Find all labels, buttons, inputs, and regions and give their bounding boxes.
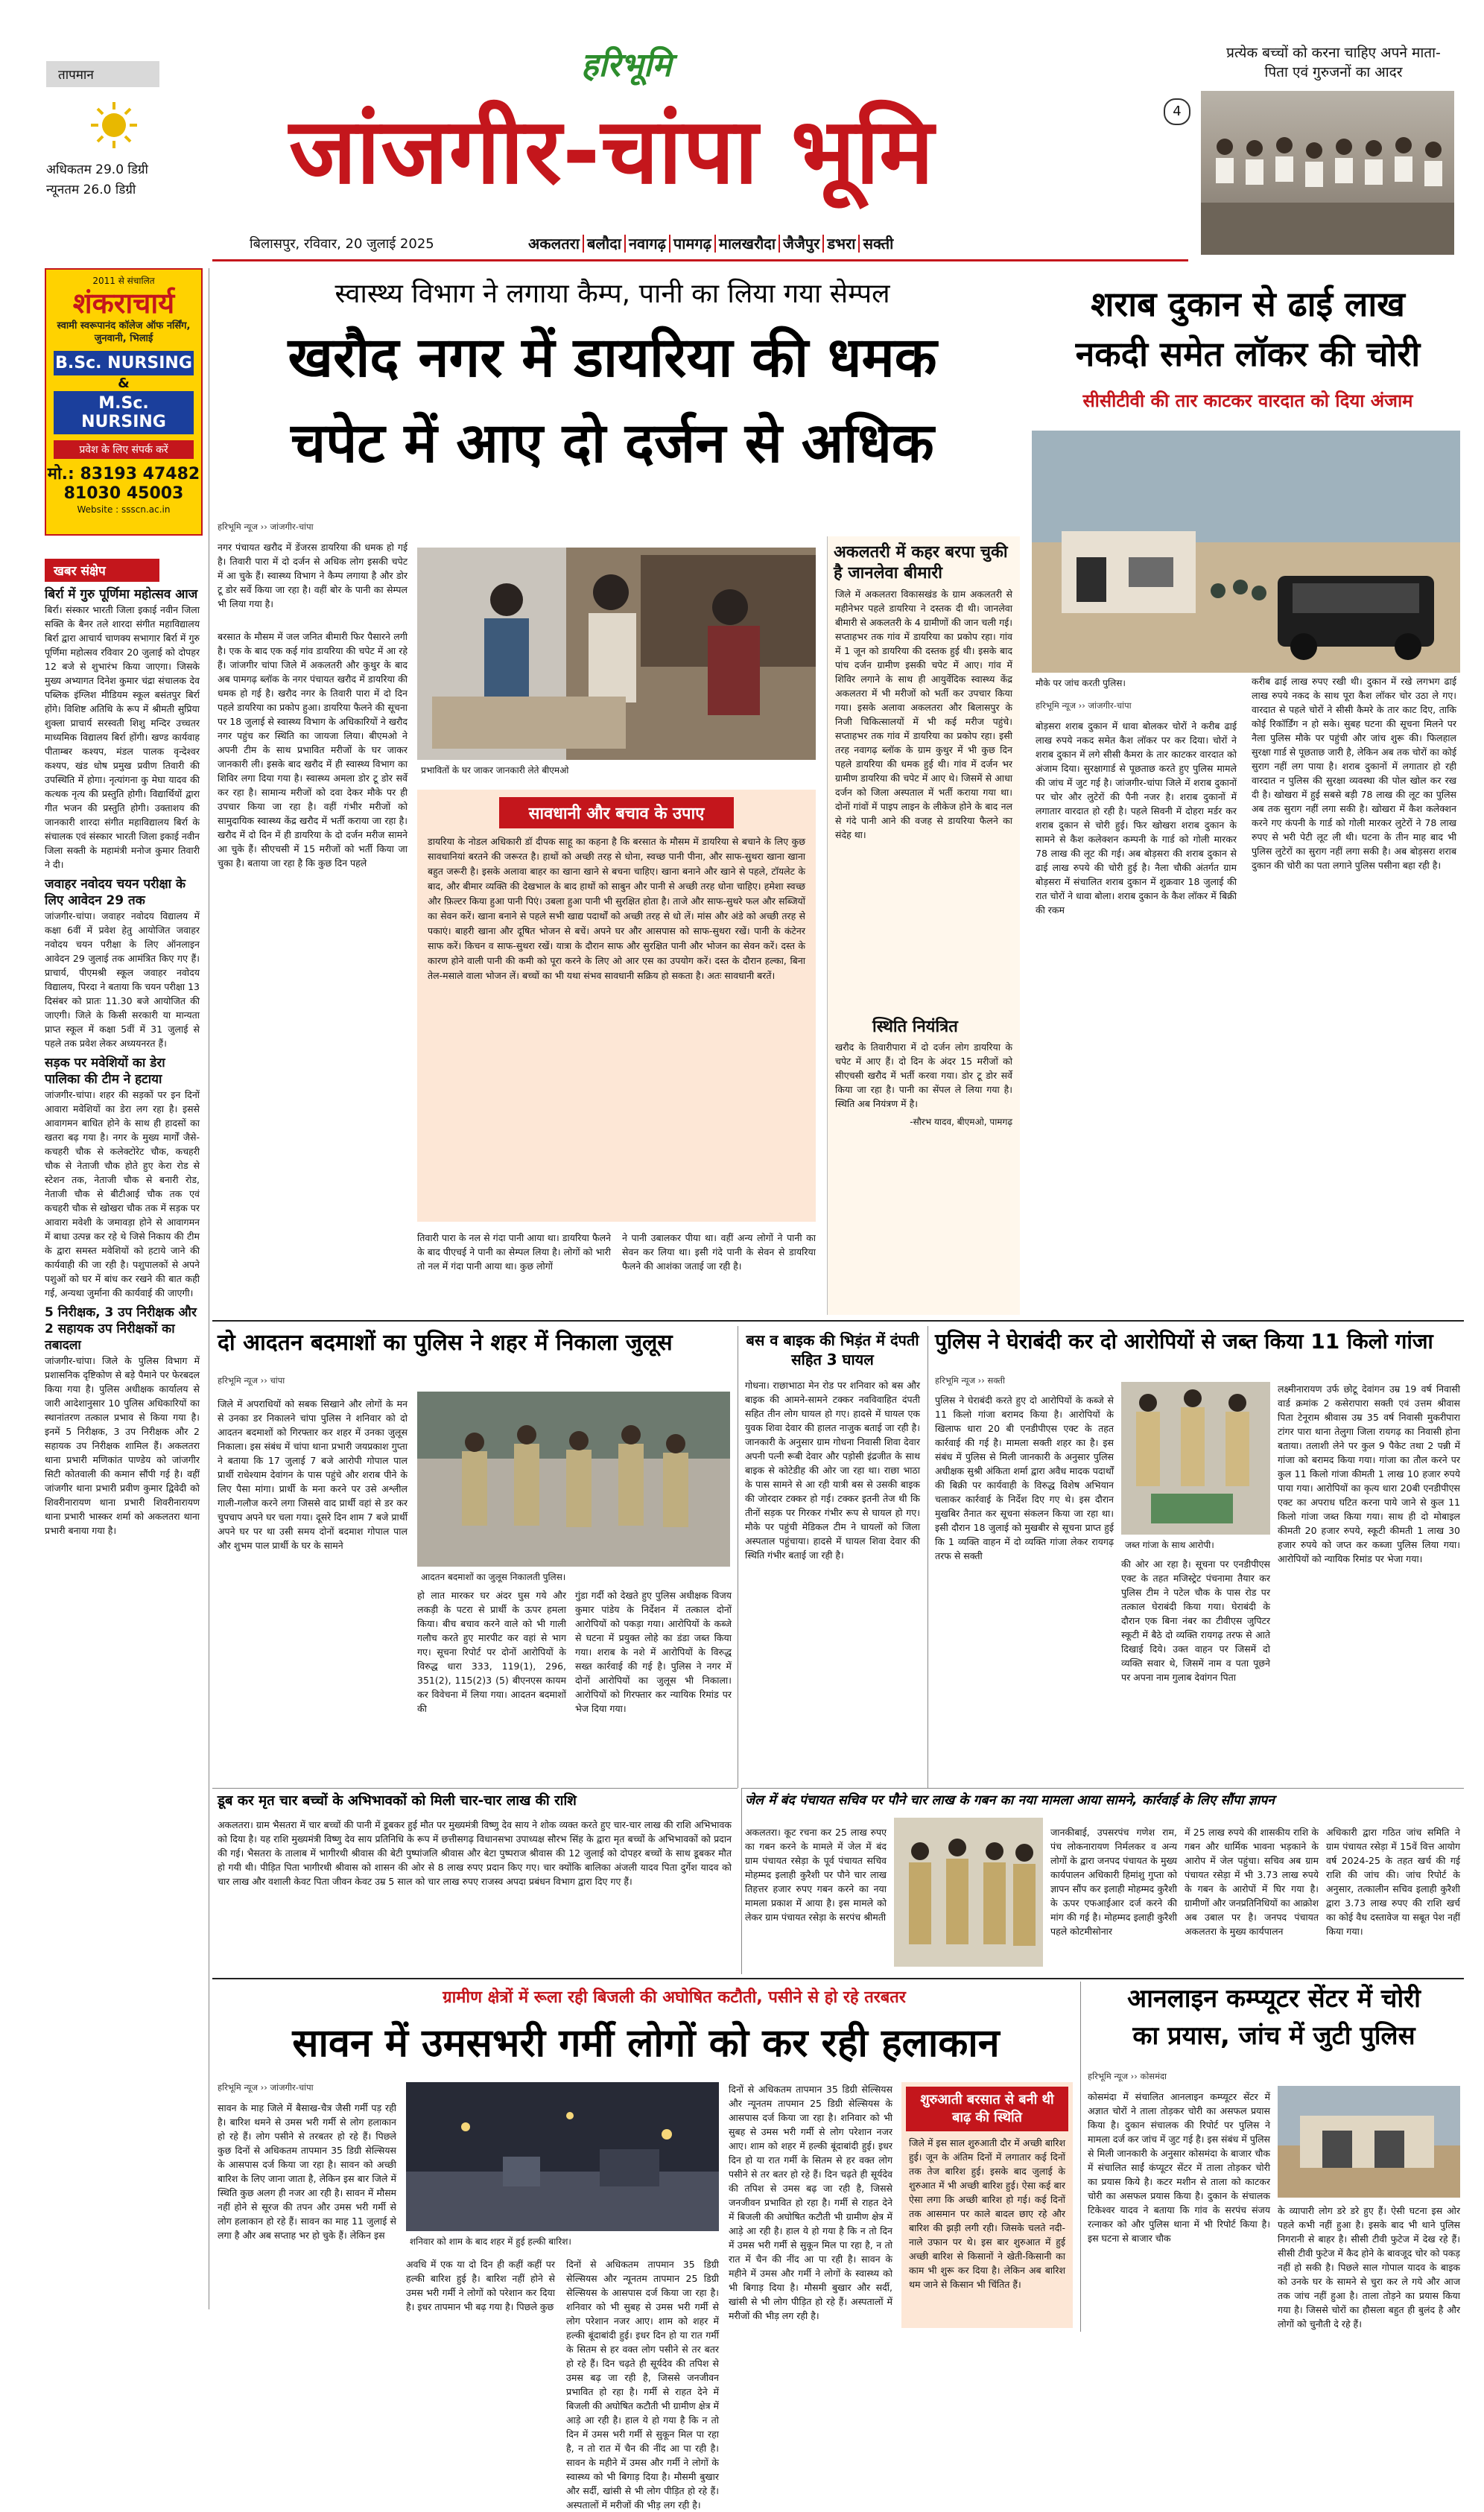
liquor-photo-caption: मौके पर जांच करती पुलिस। [1036, 678, 1126, 688]
nursing-ad [45, 268, 203, 536]
brief-item [45, 1304, 200, 1538]
promo-photo [1201, 91, 1454, 255]
online-body-2: के व्यापारी लोग डरे डरे हुए हैं। ऐसी घटना इस ओर पहले कभी नहीं हुआ है। इसके बाद भी थाने पुलिस निगरानी से बाहर है। सीसी टीवी फुटेज में देख रहे हैं। सीसी टीवी फुटेज में कैद होने के बावजूद चोर को पकड़ नहीं हो सकी है। पिछले साल गोपाल यादव के बाइक को उनके घर के सामने से चुरा कर ले गये और आज तक जांच नहीं हुआ है। ताला तोड़ने का प्रयास किया गया है। जिससे चोरों का हौसला बहुत ही बुलंद है और लोगों को चुनौती दे रहे हैं। [1278, 2205, 1460, 2329]
ganja-body-2: की ओर आ रहा है। सूचना पर एनडीपीएस एक्ट के तहत मजिस्ट्रेट पंचनामा तैयार कर पुलिस टीम ने पटेल चौक के पास रोड पर तत्काल घेराबंदी किया गया। घेराबंदी के दौरान एक बिना नंबर का टीवीएस जुपिटर स्कूटी में बैठे दो व्यक्ति रायगढ़ तरफ से आते दिखाई दिये। उक्त वाहन पर जिसमें दो व्यक्ति सवार थे, जिसमें नाम व पता पूछने पर अपना नाम गुलाब देवांगन पिता [1121, 1558, 1270, 1683]
online-photo [1278, 2086, 1460, 2198]
jail-body-2: जानकीबाई, उपसरपंच गणेश राम, पंच लोकनारायण निर्मलकर व अन्य लोगों के द्वारा जनपद पंचायत के मुख्य कार्यपालन अधिकारी हिमांशु गुप्ता को ज्ञापन सौंप कर इलाही मोहम्मद कुरैशी के ऊपर एफआईआर दर्ज करने की मांग की गई है। मोहम्मद इलाही कुरैशी पहले कोटमीसोनार [1050, 1827, 1177, 1937]
ad-phone-2: 81030 45003 [63, 484, 184, 503]
lead-body-3: तिवारी पारा के नल से गंदा पानी आया था। डायरिया फैलने के बाद पीएचई ने पानी का सेम्पल लिया है। लोगों को भारी तो नल में गंदा पानी आया था। कुछ लोगों [417, 1232, 611, 1272]
lead-body-2: बरसात के मौसम में जल जनित बीमारी फिर पैसारने लगी है। एक के बाद एक कई गांव डायरिया की चपेट में आ रहे हैं। जांजगीर चांपा जिले में अकलतरी और कुथुर के बाद अब पामगढ़ ब्लॉक के नगर पंचायत खरौद में डायरिया की धमक हो गई है। खरौद नगर के तिवारी पारा में दो दिन पहले डायरिया का प्रकोप हुआ। डायरिया फैलने की सूचना पर 18 जुलाई से स्वास्थ्य विभाग के अधिकारियों ने खरौद नगर पहुंच कर स्थिति का जायजा लिया। बीएमओ ने अपनी टीम के साथ प्रभावित मरीजों के घर जाकर जानकारी ली। इसके बाद खरौद में ही स्वास्थ्य विभाग का शिविर लगा दिया गया है। स्वास्थ्य अमला डोर टू डोर सर्वे कर रहा है। सामान्य मरीजों को दवा देकर मौके पर ही उपचार किया जा रहा है। वहीं गंभीर मरीजों को सामुदायिक स्वास्थ्य केंद्र खरौद में भर्ती कराया जा रहा है। खरौद में दो दिन में ही डायरिया के दो दर्जन मरीज सामने आ चुके हैं। सीएचसी में 15 मरीजों को भर्ती किया जा चुका है। बताया जा रहा है कि कुछ दिन पहले [218, 631, 408, 869]
brief-item [45, 586, 200, 872]
akaltari-box [827, 536, 1020, 1315]
town-list [525, 233, 896, 253]
heat-body-1: सावन के माह जिले में बैसाख-चैत्र जैसी गर्मी पड़ रही है। बारिश थमने से उमस भरी गर्मी से लोग हलाकान हो रहे हैं। लोग पसीने से तरबतर हो रहे हैं। पिछले कुछ दिनों से अधिकतम तापमान 35 डिग्री सेल्सियस के आसपास दर्ज किया जा रहा है। सावन को अच्छी बारिश के लिए जाना जाता है, लेकिन इस बार जिले में स्थिति कुछ अलग ही नजर आ रही है। सावन में मौसम नहीं होने से सूरज की तपन और उमस भरी गर्मी से लोग हलाकान हो रहे हैं। सावन का माह 11 जुलाई से लगा है और अब सप्ताह भर हो चुके हैं। लेकिन इस [218, 2102, 396, 2241]
accident-body: गोधना। राछाभाठा मेन रोड पर शनिवार को बस और बाइक की आमने-सामने टक्कर नवविवाहित दंपती सहित तीन लोग घायल हो गए। हादसे में घायल एक युवक शिवा देवार की हालत नाजुक बताई जा रही है। जानकारी के अनुसार ग्राम गोधना निवासी शिवा देवार अपनी पत्नी रूबी देवार और पड़ोसी इंद्रजीत के साथ बाइक से कोटेडीह की ओर जा रहा था। राछा भाठा के पास सामने से आ रही यात्री बस से उसकी बाइक की जोरदार टक्कर हो गई। टक्कर इतनी तेज थी कि तीनों सड़क पर गिरकर गंभीर रूप से घायल हो गए। मौके पर पहुंची मेडिकल टीम ने घायलों को जिला अस्पताल पहुंचाया। हादसे में घायल शिवा देवार की स्थिति गंभीर बताई जा रही है। [745, 1380, 920, 1561]
ad-note: प्रवेश के लिए संपर्क करें [54, 440, 194, 459]
promo-headline: प्रत्येक बच्चों को करना चाहिए अपने माता- पिता एवं गुरुजनों का आदर [1226, 45, 1441, 80]
ganja-body-3: लक्ष्मीनारायण उर्फ छोटू देवांगन उम्र 19 वर्ष निवासी वार्ड क्रमांक 2 कसेरापारा सक्ती एवं उत्तम श्रीवास पिता टेनूराम श्रीवास उम्र 35 वर्ष निवासी मुकरीपारा टांगर पारा थाना तेलुगा जिला रायगढ़ का निवासी होना बताया। तलाशी लेने पर कुल 9 पैकेट तथा 2 पन्नी में गांजा को बरामद किया गया। गांजा का तौल करने पर कुल 11 किलो गांजा कीमती 1 लाख 10 हजार रुपये पाया गया। आरोपियों का कृत्य धारा 20बी एनडीपीएस एक्ट का अपराध घटित करना पाये जाने से कुल 11 किलो गांजा जब्त किया गया। साथ ही दो मोबाइल कीमती 20 हजार रुपये, स्कूटी कीमती 1 लाख 30 हजार रुपये को जप्त कर कब्जा पुलिस लिया गया। आरोपियों को न्यायिक रिमांड पर भेजा गया। [1278, 1383, 1460, 1564]
akaltari-text: जिले में अकलतरा विकासखंड के ग्राम अकलतरी से महीनेभर पहले डायरिया ने दस्तक दी थी। जानलेवा बीमारी से अकलतरी के 4 ग्रामीणों की जान चली गई। सप्ताहभर तक गांव में डायरिया का प्रकोप रहा। गांव में 1 जून को डायरिया की दस्तक हुई थी। इसके बाद पांच दर्जन ग्रामीण इसकी चपेट में आए। गांव में शिविर लगाने के साथ ही आयुर्वेदिक स्वास्थ्य केंद्र अकलतरा में भी मरीजों को भर्ती कर उपचार किया गया। इसके अलावा अकलतरा और बिलासपुर के निजी चिकित्सालयों में भी कई मरीज पहुंचे। सप्ताहभर तक गांव में डायरिया का प्रकोप रहा। इसी तरह नवागढ़ ब्लॉक के ग्राम कुथुर में भी कुछ दिन पहले डायरिया की धमक हुई थी। गांव में दर्जन भर ग्रामीण डायरिया की चपेट में आए थे। जिसमें से आधा दर्जन को जिला अस्पताल में भर्ती कराया गया था। दोनों गांवों में पाइप लाइन के लीकेज होने के बाद नल से गंदे पानी आने की वजह से डायरिया फैलने का संदेह था। [835, 589, 1012, 840]
online-byline: हरिभूमि न्यूज ›› कोसमंदा [1088, 2071, 1167, 2081]
town: सक्ती [863, 235, 894, 253]
jail-body-1: अकलतरा। कूट रचना कर 25 लाख रुपए का गबन करने के मामले में जेल में बंद ग्राम पंचायत रसेड़ा के पूर्व पंचायत सचिव मोहम्मद इलाही कुरैशी पर पौने चार लाख तिहत्तर हजार रुपए गबन करने का नया मामला प्रकाश में आया है। इस मामले को लेकर ग्राम पंचायत रसेड़ा के सरपंच श्रीमती [745, 1827, 887, 1923]
jail-photo [894, 1818, 1043, 1967]
weather-label: तापमान [46, 61, 159, 87]
heat-body-2: अवधि में एक या दो दिन ही कहीं कहीं पर हल्की बारिश हुई है। बारिश नहीं होने से उमस भरी गर्मी ने लोगों को परेशान कर दिया है। इधर तापमान भी बढ़ गया है। पिछले कुछ [406, 2259, 555, 2312]
lead-headline-2: चपेट में आए दो दर्जन से अधिक [291, 411, 934, 475]
lead-headline-1: खरौद नगर में डायरिया की धमक [288, 326, 937, 390]
temp-max: अधिकतम 29.0 डिग्री [46, 162, 148, 177]
heat-photo [406, 2082, 719, 2231]
brief-item [45, 1055, 200, 1300]
heat-kicker: ग्रामीण क्षेत्रों में रूला रही बिजली की अघोषित कटौती, पसीने से हो रहे तरबतर [443, 1988, 906, 2007]
liquor-body-2: करीब ढाई लाख रुपए रखी थी। दुकान में रखे लगभग ढाई लाख रुपये नकद के साथ पूरा कैश लॉकर चोर उठा ले गए। वारदात से पहले चोरों ने सीसी कैमरे के तार काट दिए, ताकि कोई रिकॉर्डिंग न हो सके। सुबह घटना की सूचना मिलने पर नैला पुलिस मौके पर पहुंची और जांच शुरू की। फिलहाल सुरक्षा गार्ड से पूछताछ जारी है, लेकिन अब तक चोरों का कोई सुराग नहीं लग पाया है। शराब दुकानों में लगातार हो रही वारदात न पुलिस की सुरक्षा व्यवस्था की पोल खोल कर रख दी है। खोखरा में हुई सबसे बड़ी 78 लाख की लूट का पुलिस अब तक सुराग नहीं लगा सकी है। खोखरा में कैश कलेक्शन करने गए कंपनी के गार्ड को गोली मारकर लुटेरों ने 78 लाख रुपए से भरी पेटी लूट ली थी। घटना के तीन माह बाद भी पुलिस लुटेरों का सुराग नहीं लगा सकी है। अब बोड़सरा शराब दुकान की चोरी का पता लगाने पुलिस पसीना बहा रही है। [1252, 676, 1456, 871]
lead-byline: हरिभूमि न्यूज ›› जांजगीर-चांपा [218, 521, 314, 532]
sidebar-label: खबर संक्षेप [45, 559, 159, 582]
town: नवागढ़ [626, 235, 670, 253]
jaloos-body-3: गुंडा गर्दी को देखते हुए पुलिस अधीक्षक विजय कुमार पांडेय के निर्देशन में तत्काल दोनों आरोपियों को पकड़ा गया। आरोपियों के कब्जे से घटना में प्रयुक्त लोहे का डंडा जब्त किया गया। शराब के नशे में आरोपियों के विरुद्ध सख्त कार्रवाई की गई है। पुलिस ने नगर में दोनों आरोपियों का जुलूस भी निकाला। आरोपियों को गिरफ्तार कर न्यायिक रिमांड पर भेज दिया गया। [575, 1590, 732, 1714]
brief-text: जांजगीर-चांपा। जवाहर नवोदय विद्यालय में कक्षा 6वीं में प्रवेश हेतु आयोजित जवाहर नवोदय चयन परीक्षा के लिए ऑनलाइन आवेदन 29 जुलाई तक आमंत्रित किए गए हैं। प्राचार्य, पीएमश्री स्कूल जवाहर नवोदय विद्यालय, पिरदा ने बताया कि चयन परीक्षा 13 दिसंबर को प्रातः 11.30 बजे आयोजित की जाएगी। जिले के किसी सरकारी या मान्यता प्राप्त स्कूल में कक्षा 5वीं में 31 जुलाई से पहले तक प्रवेश लेकर अध्ययनरत हैं। [45, 910, 200, 1049]
sidebar [45, 559, 200, 2235]
flood-title: शुरुआती बरसात से बनी थी बाढ़ की स्थिति [906, 2087, 1068, 2131]
brief-heading: 5 निरीक्षक, 3 उप निरीक्षक और 2 सहायक उप निरीक्षकों का तबादला [45, 1305, 197, 1353]
divider [212, 1788, 738, 1789]
ad-amp: & [118, 375, 130, 391]
brief-text: जांजगीर-चांपा। जिले के पुलिस विभाग में प्रशासनिक दृष्टिकोण से बड़े पैमाने पर फेरबदल किया गया है। पुलिस अधीक्षक कार्यालय से जारी आदेशानुसार 10 पुलिस अधिकारियों का स्थानांतरण तत्काल प्रभाव से किया गया है। इनमें 5 निरीक्षक, 3 उप निरीक्षक और 2 सहायक उप निरीक्षक शामिल हैं। अकलतरा थाना प्रभारी मणिकांत पाण्डेय को जांजगीर सिटी कोतवाली की कमान सौंपी गई है। वहीं जांजगीर थाना प्रभारी प्रवीण कुमार द्विवेदी को शिवरीनारायण थाना प्रभारी शिवरीनारायण थाना प्रभारी भास्कर शर्मा को अकलतरा थाना प्रभारी बनाया गया है। [45, 1355, 200, 1536]
brief-text: बिर्रा। संस्कार भारती जिला इकाई नवीन जिला सक्ति के बैनर तले शारदा संगीत महाविद्यालय बिर्रा द्वारा आचार्य चाणक्य सभागार बिर्रा में गुरु पूर्णिमा महोत्सव रविवार 20 जुलाई को दोपहर 12 बजे से शुभारंभ किया जाएगा। जिसके मुख्य अभ्यागत दिनेश कुमार चंद्रा संचालक देव पब्लिक इंग्लिश मीडियम स्कूल बसंतपुर बिर्रा होंगे। विशिष्ट अतिथि के रूप में श्रीमती सुप्रिया शुक्ला प्राचार्य सरस्वती शिशु मन्दिर उच्चतर माध्यमिक विद्यालय बिर्रा होंगी। खण्ड कार्यवाह पीताम्बर कश्यप, मंडल पालक वृन्देश्वर कश्यप, खंड धोष प्रमुख प्रवीण तिवारी की उपस्थिति में होगा। नृत्यांगना कु मेघा यादव की कत्थक नृत्य की प्रस्तुति होगी। विद्यार्थियों द्वारा गीत भजन की प्रस्तुति होगी। उक्ताशय की जानकारी शारदा संगीत महाविद्यालय बिर्रा के संचालक एवं संस्कार भारती जिला इकाई नवीन जिला सक्ती के महामंत्री मनोज कुमार तिवारी ने दी। [45, 604, 200, 870]
jaloos-byline: हरिभूमि न्यूज ›› चांपा [218, 1375, 285, 1386]
masthead-divider [212, 259, 1188, 261]
temp-min: न्यूनतम 26.0 डिग्री [46, 183, 136, 197]
ganja-byline: हरिभूमि न्यूज ›› सक्ती [935, 1375, 1005, 1386]
status-text: खरौद के तिवारीपारा में दो दर्जन लोग डायरिया के चपेट में आए हैं। दो दिन के अंदर 15 मरीजों को सीएचसी खरौद में भर्ती करवा गया। डोर टू डोर सर्वे किया जा रहा है। पानी का सेंपल ले लिया गया है। स्थिति अब नियंत्रण में है। [835, 1041, 1012, 1109]
ganja-photo [1121, 1382, 1270, 1535]
town: जैजैपुर [780, 235, 824, 253]
paper-title: जांजगीर-चांपा भूमि [289, 98, 935, 204]
liquor-headline-2: नकदी समेत लॉकर की चोरी [1075, 334, 1421, 374]
row-divider-1 [212, 1320, 1464, 1322]
jail-headline: जेल में बंद पंचायत सचिव पर पौने चार लाख के गबन का नया मामला आया सामने, कार्रवाई के लिए सौंपा ज्ञापन [745, 1793, 1275, 1808]
ganja-body-1: पुलिस ने घेराबंदी करते हुए दो आरोपियों के कब्जे से 11 किलो गांजा बरामद किया है। आरोपियों के खिलाफ धारा 20 बी एनडीपीएस एक्ट के तहत कार्रवाई की गई है। मामला सक्ती शहर का है। इस संबंध में पुलिस से मिली जानकारी के अनुसार पुलिस अधीक्षक सुश्री अंकिता शर्मा द्वारा अवैध मादक पदार्थों की बिक्री पर कार्यवाही के विरुद्ध विशेष अभियान चलाकर कार्रवाई के निर्देश दिए गए थे। इस दौरान मुखबिर तैनात कर सूचना संकलन किया जा रहा था। इसी दौरान 18 जुलाई को मुखबीर से सूचना प्राप्त हुई कि 1 व्यक्ति वाहन में दो व्यक्ति गांजा लेकर रायगढ़ तरफ से सक्ती [935, 1395, 1114, 1561]
ad-subtitle: स्वामी स्वरूपानंद कॉलेज ऑफ नर्सिंग, जुनवानी, भिलाई [57, 320, 191, 344]
online-headline-2: का प्रयास, जांच में जुटी पुलिस [1132, 2021, 1415, 2051]
safety-title: सावधानी और बचाव के उपाए [499, 797, 734, 828]
online-body-1: कोसमंदा में संचालित आनलाइन कम्प्यूटर सेंटर में अज्ञात चोरों ने ताला तोड़कर चोरी का असफल प्रयास किया है। दुकान संचालक की रिपोर्ट पर पुलिस ने मामला दर्ज कर जांच में जुट गई है। इस संबंध में पुलिस से मिली जानकारी के अनुसार कोसमंदा के बाजार चौक में संचालित साईं कंप्यूटर सेंटर में ताला तोड़कर चोरी का प्रयास किये है। कटर मशीन से ताला को काटकर चोरी का असफल प्रयास किया है। दुकान के संचालक टिकेश्वर यादव ने बताया कि गांव के सरपंच संजय रत्नाकर को और पुलिस थाना में भी रिपोर्ट किया है। इस घटना से बाजार चौक [1088, 2091, 1270, 2244]
heat-headline: सावन में उमसभरी गर्मी लोगों को कर रही हलाकान [292, 2021, 1000, 2066]
safety-box [417, 790, 816, 1222]
ad-phone-1: मो.: 83193 47482 [47, 465, 200, 483]
brief-heading: जवाहर नवोदय चयन परीक्षा के लिए आवेदन 29 तक [45, 877, 186, 908]
ad-course-2: M.Sc. NURSING [54, 391, 194, 434]
flood-box [901, 2082, 1073, 2328]
ganja-photo-caption: जब्त गांजा के साथ आरोपी। [1125, 1540, 1214, 1550]
jaloos-headline: दो आदतन बदमाशों का पुलिस ने शहर में निकाला जुलूस [218, 1330, 673, 1356]
heat-body-3: दिनों से अधिकतम तापमान 35 डिग्री सेल्सियस और न्यूनतम तापमान 25 डिग्री सेल्सियस के आसपास दर्ज किया जा रहा है। शनिवार को भी सुबह से उमस भरी गर्मी से लोग परेशान नजर आए। शाम को शहर में हल्की बूंदाबांदी हुई। इधर दिन हो या रात गर्मी के सितम से हर वक्त लोग पसीने से तर बतर हो रहे हैं। दिन चढ़ते ही सूर्यदेव की तपिश से उमस बढ़ जा रही है, जिससे जनजीवन प्रभावित हो रहा है। गर्मी से राहत देने में बिजली की अघोषित कटौती भी ग्रामीण क्षेत्र में आड़े आ रही है। हाल ये हो गया है कि न तो दिन में उमस भरी गर्मी से सुकून मिल पा रहा है, न तो रात में चैन की नींद आ पा रही है। सावन के महीने में उमस और गर्मी ने लोगों के स्वास्थ्य को भी बिगाड़ दिया है। मौसमी बुखार और सर्दी, खांसी से भी लोग पीड़ित हो रहे हैं। अस्पतालों में मरीजों की भीड़ लग रही है। [566, 2259, 719, 2511]
brief-text: जांजगीर-चांपा। शहर की सड़कों पर इन दिनों आवारा मवेशियों का डेरा लग रहा है। इससे आवागमन बाधित होने के साथ ही हादसों का खतरा बढ़ गया है। नगर के मुख्य मार्गों जैसे-कचहरी चौक से कलेक्टोरेट चौक, कचहरी चौक से नेताजी चौक होते हुए केरा रोड से स्टेशन तक, नेताजी चौक से बनारी रोड, नेताजी चौक से बीटीआई चौक तक एवं कचहरी चौक से खोखरा चौक तक में सड़क पर आवारा मवेशी के जमावड़ा होने से आवागमन में बाधा उत्पन्न कर रहे थे जिसे निकाय की टीम के द्वारा समस्त मवेशियों को हटाये जाने की कार्यवाही की जा रही है। पशुपालकों से अपने पशुओं को घर में बांध कर रखने की बात कही गई, अन्यथा जुर्माना की कार्यवाई की जाएगी। [45, 1089, 200, 1298]
safety-text: डायरिया के नोडल अधिकारी डॉ दीपक साहू का कहना है कि बरसात के मौसम में डायरिया से बचाने के लिए कुछ सावधानियां बरतने की जरूरत है। हाथों को अच्छी तरह से धोना, स्वच्छ पानी पीना, और साफ-सुथरा खाना खाना बहुत जरूरी है। इसके अलावा बाहर का खाना खाने से बचना चाहिए। खाना बनाने और खाने से पहले, टॉयलेट के बाद, और बीमार व्यक्ति की देखभाल के बाद हाथों को साबुन और पानी से अच्छी तरह धोना चाहिए। हमेशा स्वच्छ और फ़िल्टर किया हुआ पानी पिएं। उबला हुआ पानी भी सुरक्षित होता है। ताजे और साफ-सुथरे फल और सब्जियों का सेवन करें। खाना बनाने से पहले सभी खाद्य पदार्थों को अच्छी तरह से धो लें। मांस और अंडे को अच्छी तरह से पकाएं। बाहरी खाना और दूषित भोजन से बचें। अपने घर और आसपास को साफ-सुथरा रखें। पानी के कंटेनर साफ करें। किचन व साफ-सुथरा रखें। यात्रा के दौरान साफ और सुरक्षित पानी और भोजन का सेवन करें। दस्त के कारण होने वाली पानी की कमी को पूरा करने के लिए ओ आर एस का उपयोग करें। दस्त के दौरान हल्का, बिना तेल-मसाले वाला भोजन लें। बच्चों का भी यथा संभव सावधानी सक्रिय हो सकता है। अतः सावधानी बरतें। [428, 836, 805, 981]
heat-photo-caption: शनिवार को शाम के बाद शहर में हुई हल्की बारिश। [410, 2236, 571, 2247]
row-divider-2 [212, 1978, 1464, 1979]
jaloos-body-2: हो लात मारकर घर अंदर घुस गये और लकड़ी के पटरा से प्रार्थी के ऊपर हमला किया। बीच बचाव करने वाले को भी गाली गलौच करते हुए मारपीट कर वहां से भाग गए। सूचना रिपोर्ट पर दोनों आरोपियों के विरुद्ध धारा 333, 119(1), 296, 351(2), 115(2)3 (5) बीएनएस कायम कर विवेचना में लिया गया। आदतन बदमाशों की [417, 1590, 566, 1714]
ganja-headline: पुलिस ने घेराबंदी कर दो आरोपियों से जब्त किया 11 किलो गांजा [935, 1329, 1433, 1354]
lead-kicker: स्वास्थ्य विभाग ने लगाया कैम्प, पानी का लिया गया सेम्पल [334, 279, 890, 309]
town: मालखरौदा [716, 235, 780, 253]
liquor-kicker: सीसीटीवी की तार काटकर वारदात को दिया अंजाम [1082, 390, 1413, 411]
drowning-body: अकलतरा। ग्राम भैसतरा में चार बच्चों की पानी में डूबकर हुई मौत पर मुख्यमंत्री विष्णु देव साय ने शोक व्यक्त करते हुए चार-चार लाख की राशि अभिभावक को दिया है। यह राशि मुख्यमंत्री विष्णु देव साय प्रतिनिधि के रूप में छत्तीसगढ़ विधानसभा उपाध्यक्ष सौरभ सिंह के द्वारा मृत बच्चों के अभिभावकों को प्रदान की गई। भैसतरा के तालाब में भागीरथी श्रीवास की बेटी पुष्पांजलि श्रीवास और बेटा पुष्पराज श्रीवास की 12 जुलाई को दोपहर बच्चों के साथ डूबकर मौत हो गयी थी। पीड़ित पिता भागीरथी श्रीवास को शासन की ओर से 8 लाख रुपए प्रदान किए गए। चार क्योंकि बालिका अंजली यादव पिता दुर्गेश यादव को चार लाख और वशाली केवट पिता जीवन केवट उम्र 5 साल को चार लाख रुपए राजस्व अपदा प्रबंधन विभाग द्वारा दिए गए हैं। [218, 1819, 732, 1887]
town: डभरा [824, 235, 860, 253]
heat-body-4: दिनों से अधिकतम तापमान 35 डिग्री सेल्सियस और न्यूनतम तापमान 25 डिग्री सेल्सियस के आसपास दर्ज किया जा रहा है। शनिवार को भी सुबह से उमस भरी गर्मी से लोग परेशान नजर आए। शाम को शहर में हल्की बूंदाबांदी हुई। इधर दिन हो या रात गर्मी के सितम से हर वक्त लोग पसीने से तर बतर हो रहे हैं। दिन चढ़ते ही सूर्यदेव की तपिश से उमस बढ़ जा रही है, जिससे जनजीवन प्रभावित हो रहा है। गर्मी से राहत देने में बिजली की अघोषित कटौती भी ग्रामीण क्षेत्र में आड़े आ रही है। हाल ये हो गया है कि न तो दिन में उमस भरी गर्मी से सुकून मिल पा रहा है, न तो रात में चैन की नींद आ पा रही है। सावन के महीने में उमस और गर्मी ने लोगों के स्वास्थ्य को भी बिगाड़ दिया है। मौसमी बुखार और सर्दी, खांसी से भी लोग पीड़ित हो रहे हैं। अस्पतालों में मरीजों की भीड़ लग रही है। [729, 2084, 892, 2321]
lead-photo-caption: प्रभावितों के घर जाकर जानकारी लेते बीएमओ [421, 765, 569, 776]
town: अकलतरा [525, 235, 584, 253]
ad-since: 2011 से संचालित [92, 276, 155, 286]
town: बलौदा [584, 235, 626, 253]
accident-headline: बस व बाइक की भिड़ंत में दंपती सहित 3 घायल [746, 1331, 919, 1368]
liquor-headline-1: शराब दुकान से ढाई लाख [1091, 284, 1405, 324]
ad-name: शंकराचार्य [72, 287, 175, 320]
lead-body-1: नगर पंचायत खरौद में डेंजरस डायरिया की धमक हो गई है। तिवारी पारा में दो दर्जन से अधिक लोग इसकी चपेट में आ चुके हैं। स्वास्थ्य विभाग ने कैम्प लगाया है और डोर टू डोर सर्वे किया जा रहा है। वहीं बोर के पानी का सेम्पल भी लिया गया है। [218, 542, 408, 609]
sun-icon [89, 101, 139, 150]
liquor-body-1: बोड़सरा शराब दुकान में धावा बोलकर चोरों ने करीब ढाई लाख रुपये नकद समेत कैश लॉकर पर कर दिया। चोरों ने शराब दुकान में लगे सीसी कैमरा के तार काटकर वारदात को अंजाम दिया। सुरक्षागार्ड से पूछताछ करते हुए पुलिस मामले की जांच में जुट गई है। जांजगीर-चांपा जिले में शराब दुकानों पर चोर और लुटेरों की पैनी नजर है। शराब दुकानों में लगातार वारदात हो रही है। पहले सिवनी में दोहरा मर्डर कर शराब दुकान से चोरी हुई। फिर खोखरा शराब दुकान के सामने से कैश कलेक्शन कम्पनी के गार्ड को गोली मारकर 78 लाख की लूट की गई। अब बोड़सरा की शराब दुकान से ढाई लाख रुपये की चोरी हुई है। नैला चौकी अंतर्गत ग्राम बोड़सरा में संचालित शराब दुकान में शुक्रवार 18 जुलाई की रात चोरों ने धावा बोला। शराब दुकान के कैश लॉकर में बिक्री की रकम [1036, 720, 1237, 916]
jaloos-photo-caption: आदतन बदमाशों का जुलूस निकालती पुलिस। [421, 1572, 566, 1582]
town: पामगढ़ [670, 235, 716, 253]
lead-photo [417, 548, 816, 760]
drowning-headline: डूब कर मृत चार बच्चों के अभिभावकों को मिली चार-चार लाख की राशि [218, 1793, 577, 1809]
brief-heading: सड़क पर मवेशियों का डेरा पालिका की टीम ने हटाया [45, 1056, 165, 1087]
column-divider [741, 1788, 742, 1974]
status-title: स्थिति नियंत्रित [872, 1018, 958, 1036]
heat-byline: हरिभूमि न्यूज ›› जांजगीर-चांपा [218, 2082, 314, 2093]
flood-text: जिले में इस साल शुरुआती दौर में अच्छी बारिश हुई। जून के अंतिम दिनों में लगातार कई दिनों तक तेज बारिश हुई। इसके बाद जुलाई के शुरुआत में भी अच्छी बारिश हुई। ऐसा कई बार ऐसा लगा कि अच्छी बारिश हो गई। कई दिनों तक आसमान पर काले बादल छाए रहे और बारिश की झड़ी लगी रही। जिसके चलते नदी-नाले उफान पर थे। इस बार शुरुआत में हुई अच्छी बारिश से किसानों ने खेती-किसानी का काम भी शुरू कर दिया है। लेकिन अब बारिश थम जाने से किसान भी चिंतित हैं। [909, 2137, 1065, 2290]
ad-course-1: B.Sc. NURSING [54, 351, 194, 375]
column-divider [1080, 1982, 1081, 2332]
page-number: 4 [1164, 98, 1190, 125]
dateline: बिलासपुर, रविवार, 20 जुलाई 2025 [250, 236, 434, 252]
lead-body-4: ने पानी उबालकर पीया था। वहीं अन्य लोगों ने पानी का सेवन कर लिया था। इसी गंदे पानी के सेवन से डायरिया फैलने की आशंका जताई जा रही है। [622, 1232, 816, 1272]
brand-logo: हरिभूमि [581, 46, 672, 84]
liquor-byline: हरिभूमि न्यूज ›› जांजगीर-चांपा [1036, 700, 1132, 711]
online-headline-1: आनलाइन कम्प्यूटर सेंटर में चोरी [1127, 1984, 1421, 2014]
brief-heading: बिर्रा में गुरु पूर्णिमा महोत्सव आज [45, 587, 198, 602]
jaloos-body-1: जिले में अपराधियों को सबक सिखाने और लोगों के मन से उनका डर निकालने चांपा पुलिस ने शनिवार को दो आदतन बदमाशों को गिरफ्तार कर शहर में उनका जुलूस निकाला। इस संबंध में चांपा थाना प्रभारी जयप्रकाश गुप्ता ने बताया कि 17 जुलाई 7 बजे आरोपी गोपाल पाल प्रार्थी राधेश्याम देवांगन के पास पहुंचे और शराब पीने के लिए पैसा मांगा। प्रार्थी के मना करने पर उसे अश्लील गाली-गलौज करने लगा जिससे वाद प्रार्थी वहां से डर कर चुपचाप अपने घर चला गया। दूसरे दिन शाम 7 बजे प्रार्थी अपने घर पर था उसी समय दोनों बदमाश गोपाल पाल और शुभम पाल प्रार्थी के घर के सामने [218, 1398, 408, 1551]
divider [741, 1788, 1464, 1789]
akaltari-headline: अकलतरी में कहर बरपा चुकी है जानलेवा बीमारी [834, 543, 1008, 583]
weather-box [46, 61, 199, 229]
brief-item [45, 876, 200, 1050]
jaloos-photo [417, 1392, 730, 1567]
jail-body-4: अधिकारी द्वारा गठित जांच समिति ने ग्राम पंचायत रसेड़ा में 15वें वित्त आयोग वर्ष 2024-25 के तहत खर्च की गई राशि की जांच की। जांच रिपोर्ट के अनुसार, तत्कालीन सचिव इलाही कुरैशी द्वारा 3.73 लाख रुपए की राशि खर्च का कोई वैध दस्तावेज या सबूत पेश नहीं किया गया। [1326, 1827, 1460, 1937]
status-signature: -सौरभ यादव, बीएमओ, पामगढ़ [910, 1117, 1012, 1127]
jail-body-3: में 25 लाख रुपये की शासकीय राशि के गबन और धार्मिक भावना भड़काने के आरोप में जेल पहुंचा। सचिव अब ग्राम पंचायत रसेड़ा में भी 3.73 लाख रुपये के गबन के आरोपों में घिर गया है। ग्रामीणों और जनप्रतिनिधियों का आक्रोश अब उबाल पर है। जनपद पंचायत अकलतरा के मुख्य कार्यपालन [1185, 1827, 1319, 1937]
liquor-photo [1032, 431, 1460, 673]
ad-website: Website : ssscn.ac.in [77, 504, 171, 515]
